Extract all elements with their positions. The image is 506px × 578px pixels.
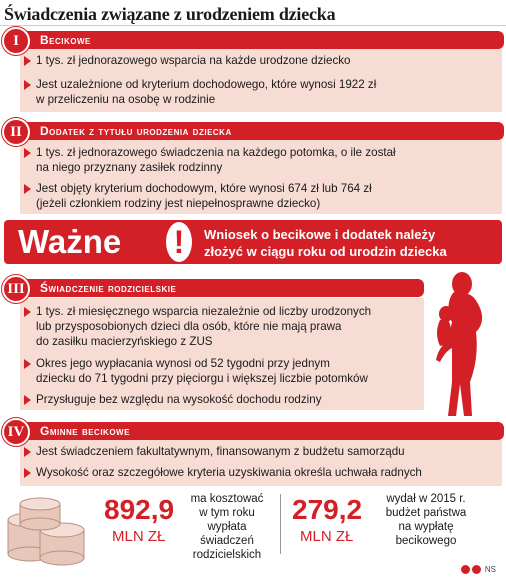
stat-2-unit: MLN ZŁ (300, 528, 354, 545)
stat-1-desc-line: wypłata (207, 521, 247, 533)
important-word: Ważne (18, 223, 122, 260)
exclamation-icon: ! (166, 222, 192, 262)
section-3-body (20, 298, 424, 410)
stat-2-desc (376, 492, 476, 548)
stat-1-desc-line: ma kosztować (190, 493, 264, 505)
bullet-arrow-icon (24, 80, 31, 90)
footer-credit (461, 565, 496, 574)
stat-2-desc-line: wydał w 2015 r. (386, 493, 466, 505)
bullet-arrow-icon (24, 56, 31, 66)
logo-icon (461, 565, 470, 574)
footer-credit-text: NS (484, 564, 496, 574)
section-3-item-1-text: 1 tys. zł miesięcznego wsparcia niezależnie od liczby urodzonych (36, 305, 372, 318)
bullet-arrow-icon (24, 447, 31, 457)
mother-with-child-icon (418, 270, 498, 418)
bullet-arrow-icon (24, 184, 31, 194)
important-banner (4, 220, 502, 264)
section-2-body (20, 140, 502, 214)
section-3-item-3 (36, 392, 322, 407)
section-1-heading: Becikowe (40, 33, 91, 47)
section-3-item-1-text-cont: lub przysposobionych dzieci dla osób, które nie mają prawa (36, 320, 342, 333)
section-2-item-2-text: Jest objęty kryterium dochodowym, które wynosi 674 zł lub 764 zł (36, 182, 372, 195)
section-4-item-1 (36, 444, 405, 459)
section-4-numeral: IV (2, 418, 30, 446)
stats-divider (280, 494, 281, 554)
section-3-item-3-text: Przysługuje bez względu na wysokość dochodu rodziny (36, 393, 322, 406)
stat-2-desc-line: na wypłatę (398, 521, 454, 533)
coin-stack-icon (2, 490, 92, 566)
section-4-item-1-text: Jest świadczeniem fakultatywnym, finansowanym z budżetu samorządu (36, 445, 405, 458)
bullet-arrow-icon (24, 468, 31, 478)
section-1-header (10, 31, 504, 49)
bullet-arrow-icon (24, 359, 31, 369)
section-1-item-1-text: 1 tys. zł jednorazowego wsparcia na każde urodzone dziecko (36, 54, 351, 67)
section-2-item-1-text: 1 tys. zł jednorazowego świadczenia na każdego potomka, o ile został (36, 146, 396, 159)
section-4-heading: Gminne becikowe (40, 424, 130, 438)
section-3-item-2 (36, 356, 368, 386)
stat-1-desc (184, 492, 270, 562)
section-2-item-1 (36, 145, 396, 175)
stat-1-desc-line: świadczeń (200, 535, 254, 547)
title-divider (0, 25, 506, 26)
section-1-body (20, 48, 502, 112)
section-3-item-2-text: Okres jego wypłacania wynosi od 52 tygodni przy jednym (36, 357, 330, 370)
stat-1-desc-line: w tym roku (199, 507, 255, 519)
section-2-item-2-text-cont: (jeżeli członkiem rodziny jest niepełnosprawne dziecko) (36, 197, 321, 210)
stat-1-desc-line: rodzicielskich (192, 549, 262, 561)
important-line-2: złożyć w ciągu roku od urodzin dziecka (204, 244, 447, 259)
section-1-item-2 (36, 77, 376, 107)
section-3-heading: Świadczenie rodzicielskie (40, 281, 177, 295)
section-4-header (10, 422, 504, 440)
section-3-item-1-text-cont-2: do zasiłku macierzyńskiego z ZUS (36, 335, 213, 348)
section-2-header (10, 122, 504, 140)
section-2-item-1-text-cont: na niego przyznany zasiłek rodzinny (36, 161, 223, 174)
section-4-item-2-text: Wysokość oraz szczegółowe kryteria uzyskiwania określa uchwała radnych (36, 466, 422, 479)
section-4-body (20, 440, 502, 486)
important-message (204, 226, 447, 260)
page-title: Świadczenia związane z urodzeniem dziecka (4, 4, 336, 24)
section-4-item-2 (36, 465, 422, 480)
important-line-1: Wniosek o becikowe i dodatek należy (204, 227, 436, 242)
stat-2-desc-line: budżet państwa (385, 507, 467, 519)
stat-1-unit: MLN ZŁ (112, 528, 166, 545)
section-1-item-1 (36, 53, 351, 68)
section-3-numeral: III (2, 275, 30, 303)
section-2-heading: Dodatek z tytułu urodzenia dziecka (40, 124, 232, 138)
logo-icon (472, 565, 481, 574)
section-2-numeral: II (2, 118, 30, 146)
stat-2-desc-line: becikowego (395, 535, 457, 547)
bullet-arrow-icon (24, 395, 31, 405)
bullet-arrow-icon (24, 148, 31, 158)
stat-2-number: 279,2 (292, 494, 363, 525)
section-1-numeral: I (2, 27, 30, 55)
section-1-item-2-text: Jest uzależnione od kryterium dochodowego, które wynosi 1922 zł (36, 78, 377, 91)
bullet-arrow-icon (24, 307, 31, 317)
stat-1-number: 892,9 (104, 494, 175, 525)
section-1-item-2-text-cont: w przeliczeniu na osobę w rodzinie (36, 93, 216, 106)
section-3-header (10, 279, 424, 297)
section-2-item-2 (36, 181, 372, 211)
section-3-item-2-text-cont: dziecku do 71 tygodni przy pięciorgu i większej liczbie potomków (36, 372, 368, 385)
section-3-item-1 (36, 304, 371, 349)
